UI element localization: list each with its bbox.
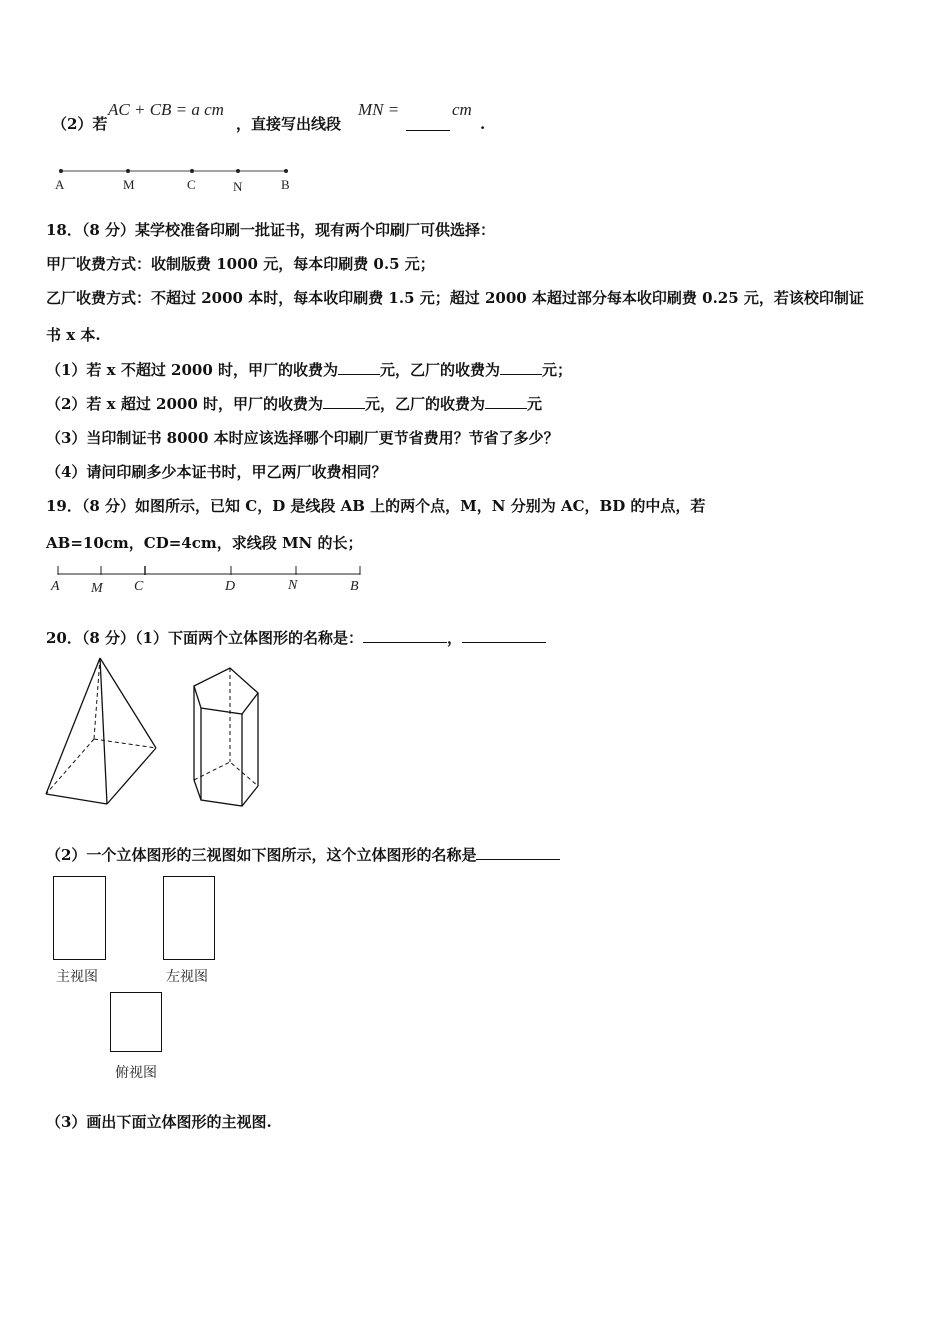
q17-label-m: M	[123, 177, 135, 192]
q17-label-c: C	[187, 177, 196, 192]
q18-part1-text-a: （1）若 x 不超过 2000 时，甲厂的收费为	[46, 361, 339, 379]
q18-part2-text-b: 元，乙厂的收费为	[365, 395, 486, 413]
q17-part2-middle: ，直接写出线段	[236, 115, 342, 133]
prism-bottom-visible	[194, 780, 258, 806]
q17-label-a: A	[55, 177, 65, 192]
q19-line1: 19．（8 分）如图所示，已知 C，D 是线段 AB 上的两个点，M，N 分别为 AC，BD 的中点，若	[46, 497, 706, 515]
q18-yi-rule-line2: 书 x 本.	[46, 326, 101, 344]
prism-bottom-hidden	[194, 762, 258, 786]
q18-part1-text-b: 元，乙厂的收费为	[380, 361, 501, 379]
q19-line2: AB=10cm，CD=4cm，求线段 MN 的长；	[46, 534, 363, 552]
q19-label-b: B	[350, 579, 359, 594]
q20-part3: （3）画出下面立体图形的主视图.	[46, 1113, 272, 1131]
q19-label-a: A	[51, 579, 60, 594]
q17-label-b: B	[281, 177, 290, 192]
q18-jia-rule: 甲厂收费方式：收制版费 1000 元，每本印刷费 0.5 元；	[46, 255, 435, 273]
front-view-rect	[53, 876, 106, 960]
q17-unit-cm: cm	[452, 100, 472, 119]
q17-label-n: N	[233, 179, 243, 194]
q19-label-c: C	[134, 579, 144, 594]
prism-top-face	[194, 668, 258, 714]
q20-stem-text: 20．（8 分）（1）下面两个立体图形的名称是：	[46, 629, 363, 647]
q18-part4: （4）请问印刷多少本证书时，甲乙两厂收费相同？	[46, 463, 387, 481]
left-view-caption: 左视图	[166, 969, 208, 985]
q17-math-ac-cb: AC + CB = a cm	[108, 100, 224, 119]
q20-part2-blank	[476, 859, 560, 860]
q20-part2-text: （2）一个立体图形的三视图如下图所示，这个立体图形的名称是	[46, 846, 477, 864]
q17-part2-prefix: （2）若	[52, 115, 108, 133]
q20-stem-sep: ，	[446, 629, 462, 647]
q18-part2-text-a: （2）若 x 超过 2000 时，甲厂的收费为	[46, 395, 324, 413]
q18-part2-text-c: 元	[527, 395, 543, 413]
q18-part1-text-c: 元；	[542, 361, 573, 379]
front-view-caption: 主视图	[56, 969, 98, 985]
left-view-rect	[163, 876, 215, 960]
q18-stem: 18．（8 分）某学校准备印刷一批证书，现有两个印刷厂可供选择：	[46, 221, 496, 239]
q17-math-mn: MN =	[358, 100, 400, 119]
top-view-rect	[110, 992, 162, 1052]
q19-label-d: D	[225, 579, 236, 594]
q20-part2	[46, 845, 560, 865]
q18-part3: （3）当印制证书 8000 本时应该选择哪个印刷厂更节省费用？节省了多少？	[46, 429, 559, 447]
q17-period: .	[480, 115, 486, 133]
top-view-caption: 俯视图	[115, 1065, 157, 1081]
q18-yi-rule-line1: 乙厂收费方式：不超过 2000 本时，每本收印刷费 1.5 元；超过 2000 本超过部分每本收印刷费 0.25 元，若该校印制证	[46, 289, 864, 307]
q19-label-m: M	[91, 581, 103, 596]
q19-label-n: N	[288, 578, 298, 593]
